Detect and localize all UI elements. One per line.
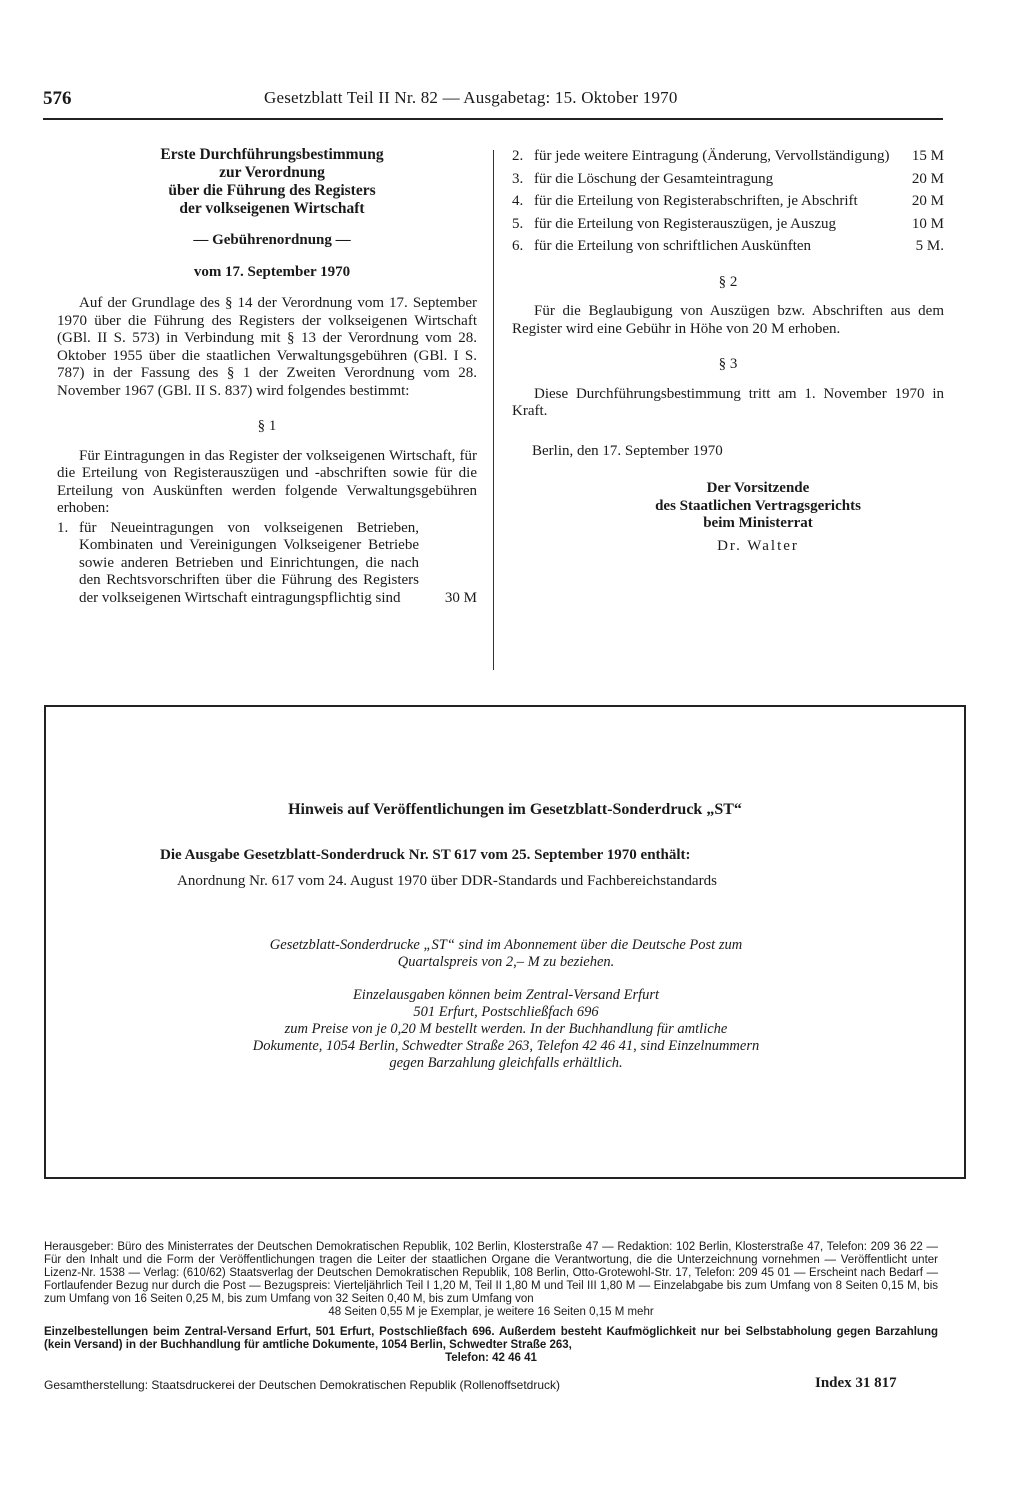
- section-1-heading: § 1: [257, 418, 277, 434]
- right-column: [512, 146, 944, 555]
- running-head: Gesetzblatt Teil II Nr. 82 — Ausgabetag: 15. Oktober 1970: [264, 88, 678, 107]
- title-line: Erste Durchführungsbestimmung: [160, 146, 384, 163]
- title-line: über die Führung des Registers: [168, 182, 376, 199]
- notice-content: Anordnung Nr. 617 vom 24. August 1970 über DDR-Standards und Fachbereichstandards: [177, 873, 717, 889]
- fee-item-text: für die Erteilung von Registerabschriften, je Abschrift: [534, 193, 858, 209]
- regulation-subtitle: — Gebührenordnung —: [193, 232, 351, 248]
- section-3-heading: § 3: [718, 356, 738, 372]
- notice-title: Hinweis auf Veröffentlichungen im Gesetzblatt-Sonderdruck „ST“: [288, 801, 742, 818]
- notice-issue-line: Die Ausgabe Gesetzblatt-Sonderdruck Nr. ST 617 vom 25. September 1970 enthält:: [160, 847, 691, 863]
- fee-item-amount: 5 M.: [915, 238, 944, 254]
- fee-item-text: für die Erteilung von schriftlichen Auskünften: [534, 238, 812, 254]
- subscription-note: [126, 937, 886, 971]
- fee-item-amount: 30 M: [444, 589, 477, 606]
- signatory-line: des Staatlichen Vertragsgerichts: [655, 497, 861, 514]
- title-line: zur Verordnung: [219, 164, 325, 181]
- single-issue-line: Einzelausgaben können beim Zentral-Versand Erfurt: [352, 987, 660, 1003]
- single-issue-line: gegen Barzahlung gleichfalls erhältlich.: [389, 1055, 623, 1071]
- publication-notice-box: [44, 705, 966, 1179]
- signatory-title: [512, 480, 944, 533]
- single-issue-note: [126, 987, 886, 1072]
- fee-item: [512, 171, 944, 189]
- fee-item-amount: 20 M: [911, 170, 944, 187]
- fee-item-number: 6.: [512, 238, 524, 254]
- fee-item-amount: 10 M: [911, 215, 944, 232]
- subscription-line: Quartalspreis von 2,– M zu beziehen.: [397, 954, 615, 970]
- place-and-date: Berlin, den 17. September 1970: [532, 442, 723, 459]
- single-issue-line: Dokumente, 1054 Berlin, Schwedter Straße 263, Telefon 42 46 41, sind Einzelnummern: [252, 1038, 760, 1054]
- fee-item-text: für jede weitere Eintragung (Änderung, Vervollständigung): [534, 148, 890, 164]
- single-issue-line: zum Preise von je 0,20 M bestellt werden. In der Buchhandlung für amtliche: [284, 1021, 728, 1037]
- fee-item-text: für die Erteilung von Registerauszügen, je Auszug: [534, 215, 837, 232]
- section-3-text: Diese Durchführungsbestimmung tritt am 1. November 1970 in Kraft.: [512, 385, 944, 419]
- fee-item: [512, 148, 944, 166]
- ordering-info-last-line: Telefon: 42 46 41: [445, 1352, 537, 1365]
- fee-item-text: für Neueintragungen von volkseigenen Betrieben, Kombinaten und Vereinigungen Volkseigener Betriebe sowie anderen Betrieben und Einrichtungen, die nach den Rechtsvorschriften über die Führung des Registers der volkseigenen Wirtschaft eintragungspflichtig sind: [79, 519, 419, 606]
- fee-item: [512, 216, 944, 234]
- ordering-info: Einzelbestellungen beim Zentral-Versand Erfurt, 501 Erfurt, Postschließfach 696. Außerdem besteht Kaufmöglichkeit nur bei Selbstabholung gegen Barzahlung (kein Versand) in der Buchhandlung für amtliche Dokumente, 1054 Berlin, Schwedter Straße 263,: [44, 1326, 938, 1352]
- column-divider: [493, 150, 494, 670]
- signatory-line: Der Vorsitzende: [706, 480, 810, 496]
- production-note: Gesamtherstellung: Staatsdruckerei der Deutschen Demokratischen Republik (Rollenoffsetdruck): [44, 1378, 561, 1392]
- regulation-title: [57, 146, 477, 218]
- fee-item-number: 4.: [512, 193, 524, 209]
- fee-item-text: für die Löschung der Gesamteintragung: [534, 170, 774, 187]
- fee-item-amount: 20 M: [911, 193, 944, 209]
- page-header: [43, 88, 943, 116]
- imprint: [44, 1241, 938, 1365]
- fee-item: [57, 520, 477, 608]
- section-2-text: Für die Beglaubigung von Auszügen bzw. Abschriften aus dem Register wird eine Gebühr in Höhe von 20 M erhoben.: [512, 303, 944, 337]
- regulation-date: vom 17. September 1970: [193, 263, 351, 280]
- fee-item: [512, 238, 944, 256]
- fee-item-number: 5.: [512, 215, 524, 232]
- fee-list-right: [512, 148, 944, 256]
- publisher-info-last-line: 48 Seiten 0,55 M je Exemplar, je weitere 16 Seiten 0,15 M mehr: [328, 1305, 654, 1318]
- fee-item-number: 1.: [57, 519, 69, 536]
- single-issue-line: 501 Erfurt, Postschließfach 696: [413, 1004, 599, 1020]
- fee-item-number: 3.: [512, 170, 524, 187]
- signatory-line: beim Ministerrat: [703, 515, 813, 531]
- fee-item-amount: 15 M: [911, 148, 944, 164]
- fee-item-number: 2.: [512, 148, 524, 164]
- page-number: 576: [43, 88, 72, 109]
- left-column: [57, 146, 477, 612]
- preamble-paragraph: Auf der Grundlage des § 14 der Verordnung vom 17. September 1970 über die Führung des Registers der volkseigenen Wirtschaft (GBl. II S. 573) in Verbindung mit § 13 der Verordnung vom 28. Oktober 1955 über die staatlichen Verwaltungsgebühren (GBl. I S. 787) in der Fassung des § 1 der Zweiten Verordnung vom 28. November 1967 (GBl. II S. 837) wird folgendes bestimmt:: [57, 295, 477, 399]
- publisher-info: Herausgeber: Büro des Ministerrates der Deutschen Demokratischen Republik, 102 Berlin, Klosterstraße 47 — Redaktion: 102 Berlin, Klosterstraße 47, Telefon: 209 36 22 — Für den Inhalt und die Form der Veröffentlichungen tragen die Leiter der staatlichen Organe die Verantwortung, die die Unterzeichnung vornehmen — Veröffentlicht unter Lizenz-Nr. 1538 — Verlag: (610/62) Staatsverlag der Deutschen Demokratischen Republik, 108 Berlin, Otto-Grotewohl-Str. 17, Telefon: 209 45 01 — Erscheint nach Bedarf — Fortlaufender Bezug nur durch die Post — Bezugspreis: Vierteljährlich Teil I 1,20 M, Teil II 1,80 M und Teil III 1,80 M — Einzelabgabe bis zum Umfang von 8 Seiten 0,15 M, bis zum Umfang von 16 Seiten 0,25 M, bis zum Umfang von 32 Seiten 0,40 M, bis zum Umfang von: [44, 1241, 938, 1305]
- section-2-heading: § 2: [718, 273, 738, 290]
- signer-name: Dr. Walter: [717, 537, 799, 554]
- fee-list-left: [57, 520, 477, 608]
- section-1-text: Für Eintragungen in das Register der volkseigenen Wirtschaft, für die Erteilung von Registerauszügen und -abschriften sowie für die Erteilung von Auskünften werden folgende Verwaltungsgebühren erhoben:: [57, 447, 477, 516]
- fee-item: [512, 193, 944, 211]
- index-number: Index 31 817: [815, 1375, 897, 1391]
- subscription-line: Gesetzblatt-Sonderdrucke „ST“ sind im Abonnement über die Deutsche Post zum: [269, 937, 743, 953]
- title-line: der volkseigenen Wirtschaft: [179, 200, 365, 217]
- header-rule: [43, 118, 943, 120]
